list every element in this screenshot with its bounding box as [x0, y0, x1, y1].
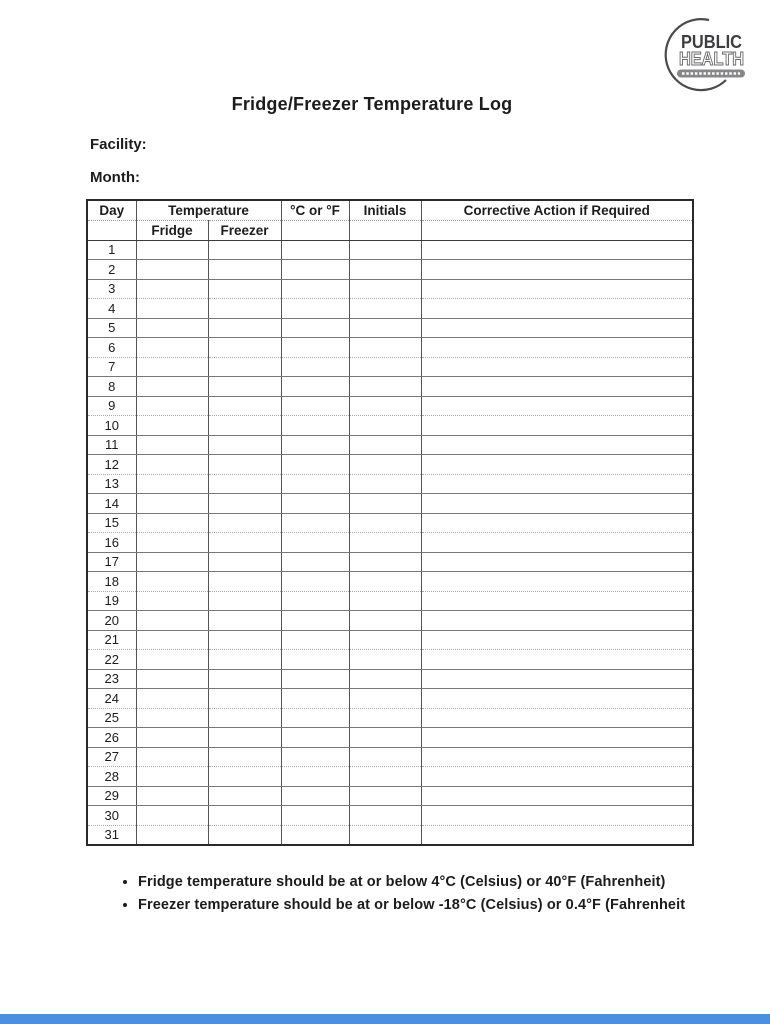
freezer-temp-input-cell[interactable] — [208, 650, 281, 670]
day-cell: 24 — [87, 689, 136, 709]
corrective-action-input-cell[interactable] — [421, 299, 693, 319]
unit-input-cell[interactable] — [281, 533, 349, 553]
freezer-temp-input-cell[interactable] — [208, 338, 281, 358]
col-subheader-blank — [87, 220, 136, 240]
freezer-temp-input-cell[interactable] — [208, 474, 281, 494]
freezer-temp-input-cell[interactable] — [208, 747, 281, 767]
day-cell: 20 — [87, 611, 136, 631]
freezer-temp-input-cell[interactable] — [208, 825, 281, 845]
temperature-guidelines — [118, 874, 718, 920]
day-cell: 18 — [87, 572, 136, 592]
freezer-temp-input-cell[interactable] — [208, 279, 281, 299]
initials-input-cell[interactable] — [349, 396, 421, 416]
unit-input-cell[interactable] — [281, 455, 349, 475]
public-health-logo — [656, 14, 750, 96]
page-title: Fridge/Freezer Temperature Log — [231, 94, 513, 114]
fridge-temp-input-cell[interactable] — [136, 533, 208, 553]
initials-input-cell[interactable] — [349, 552, 421, 572]
freezer-temp-input-cell[interactable] — [208, 260, 281, 280]
day-cell: 8 — [87, 377, 136, 397]
initials-input-cell[interactable] — [349, 474, 421, 494]
initials-input-cell[interactable] — [349, 357, 421, 377]
initials-input-cell[interactable] — [349, 767, 421, 787]
freezer-temp-input-cell[interactable] — [208, 806, 281, 826]
initials-input-cell[interactable] — [349, 435, 421, 455]
day-cell: 2 — [87, 260, 136, 280]
table-row — [87, 825, 693, 845]
table-row — [87, 455, 693, 475]
table-row — [87, 279, 693, 299]
table-row — [87, 552, 693, 572]
unit-input-cell[interactable] — [281, 435, 349, 455]
initials-input-cell[interactable] — [349, 708, 421, 728]
corrective-action-input-cell[interactable] — [421, 455, 693, 475]
freezer-temp-input-cell[interactable] — [208, 299, 281, 319]
fridge-temp-input-cell[interactable] — [136, 299, 208, 319]
unit-input-cell[interactable] — [281, 494, 349, 514]
table-row — [87, 708, 693, 728]
table-row — [87, 416, 693, 436]
corrective-action-input-cell[interactable] — [421, 494, 693, 514]
unit-input-cell[interactable] — [281, 279, 349, 299]
initials-input-cell[interactable] — [349, 240, 421, 260]
unit-input-cell[interactable] — [281, 728, 349, 748]
initials-input-cell[interactable] — [349, 513, 421, 533]
fridge-temp-input-cell[interactable] — [136, 708, 208, 728]
day-cell: 9 — [87, 396, 136, 416]
day-cell: 17 — [87, 552, 136, 572]
fridge-temp-input-cell[interactable] — [136, 825, 208, 845]
initials-input-cell[interactable] — [349, 825, 421, 845]
corrective-action-input-cell[interactable] — [421, 279, 693, 299]
header-row-1 — [87, 200, 693, 220]
col-header-corrective: Corrective Action if Required — [421, 200, 693, 220]
initials-input-cell[interactable] — [349, 260, 421, 280]
table-row — [87, 513, 693, 533]
day-cell: 4 — [87, 299, 136, 319]
table-row — [87, 494, 693, 514]
log-table-body — [87, 240, 693, 845]
fridge-temp-input-cell[interactable] — [136, 669, 208, 689]
fridge-temp-input-cell[interactable] — [136, 416, 208, 436]
freezer-temp-input-cell[interactable] — [208, 435, 281, 455]
freezer-temp-input-cell[interactable] — [208, 767, 281, 787]
fridge-guideline: • Fridge temperature should be at or below 4°C (Celsius) or 40°F (Fahrenheit) — [138, 874, 718, 890]
unit-input-cell[interactable] — [281, 689, 349, 709]
table-row — [87, 318, 693, 338]
fridge-temp-input-cell[interactable] — [136, 435, 208, 455]
freezer-temp-input-cell[interactable] — [208, 630, 281, 650]
corrective-action-input-cell[interactable] — [421, 338, 693, 358]
logo-text-health: HEALTH — [679, 49, 744, 69]
table-row — [87, 338, 693, 358]
freezer-temp-input-cell[interactable] — [208, 728, 281, 748]
fridge-temp-input-cell[interactable] — [136, 396, 208, 416]
unit-input-cell[interactable] — [281, 513, 349, 533]
fridge-temp-input-cell[interactable] — [136, 474, 208, 494]
corrective-action-input-cell[interactable] — [421, 630, 693, 650]
unit-input-cell[interactable] — [281, 377, 349, 397]
unit-input-cell[interactable] — [281, 474, 349, 494]
facility-label: Facility: — [90, 136, 147, 153]
col-subheader-freezer: Freezer — [208, 220, 281, 240]
table-row — [87, 474, 693, 494]
corrective-action-input-cell[interactable] — [421, 591, 693, 611]
fridge-temp-input-cell[interactable] — [136, 630, 208, 650]
fridge-temp-input-cell[interactable] — [136, 591, 208, 611]
fridge-temp-input-cell[interactable] — [136, 338, 208, 358]
fridge-temp-input-cell[interactable] — [136, 240, 208, 260]
logo-circle-icon — [656, 14, 750, 96]
fridge-temp-input-cell[interactable] — [136, 552, 208, 572]
corrective-action-input-cell[interactable] — [421, 728, 693, 748]
unit-input-cell[interactable] — [281, 552, 349, 572]
table-row — [87, 669, 693, 689]
fridge-temp-input-cell[interactable] — [136, 689, 208, 709]
unit-input-cell[interactable] — [281, 708, 349, 728]
freezer-temp-input-cell[interactable] — [208, 240, 281, 260]
day-cell: 3 — [87, 279, 136, 299]
corrective-action-input-cell[interactable] — [421, 669, 693, 689]
table-row — [87, 435, 693, 455]
table-row — [87, 611, 693, 631]
unit-input-cell[interactable] — [281, 747, 349, 767]
unit-input-cell[interactable] — [281, 591, 349, 611]
initials-input-cell[interactable] — [349, 650, 421, 670]
fridge-temp-input-cell[interactable] — [136, 279, 208, 299]
header-row-2 — [87, 220, 693, 240]
table-row — [87, 533, 693, 553]
day-cell: 10 — [87, 416, 136, 436]
fridge-temp-input-cell[interactable] — [136, 767, 208, 787]
day-cell: 21 — [87, 630, 136, 650]
corrective-action-input-cell[interactable] — [421, 552, 693, 572]
freezer-temp-input-cell[interactable] — [208, 591, 281, 611]
month-field — [90, 169, 148, 186]
col-header-unit: °C or °F — [281, 200, 349, 220]
corrective-action-input-cell[interactable] — [421, 396, 693, 416]
corrective-action-input-cell[interactable] — [421, 533, 693, 553]
logo-text-public: PUBLIC — [681, 32, 742, 52]
unit-input-cell[interactable] — [281, 240, 349, 260]
table-row — [87, 806, 693, 826]
table-row — [87, 591, 693, 611]
corrective-action-input-cell[interactable] — [421, 377, 693, 397]
col-subheader-fridge: Fridge — [136, 220, 208, 240]
unit-input-cell[interactable] — [281, 416, 349, 436]
initials-input-cell[interactable] — [349, 786, 421, 806]
freezer-guideline: • Freezer temperature should be at or below -18°C (Celsius) or 0.4°F (Fahrenheit — [138, 897, 718, 913]
table-row — [87, 572, 693, 592]
table-row — [87, 299, 693, 319]
day-cell: 12 — [87, 455, 136, 475]
initials-input-cell[interactable] — [349, 728, 421, 748]
day-cell: 23 — [87, 669, 136, 689]
freezer-temp-input-cell[interactable] — [208, 533, 281, 553]
initials-input-cell[interactable] — [349, 533, 421, 553]
corrective-action-input-cell[interactable] — [421, 513, 693, 533]
freezer-temp-input-cell[interactable] — [208, 689, 281, 709]
initials-input-cell[interactable] — [349, 455, 421, 475]
freezer-temp-input-cell[interactable] — [208, 708, 281, 728]
day-cell: 27 — [87, 747, 136, 767]
unit-input-cell[interactable] — [281, 357, 349, 377]
corrective-action-input-cell[interactable] — [421, 689, 693, 709]
table-row — [87, 786, 693, 806]
day-cell: 14 — [87, 494, 136, 514]
facility-field — [90, 136, 155, 153]
unit-input-cell[interactable] — [281, 318, 349, 338]
fridge-temp-input-cell[interactable] — [136, 377, 208, 397]
unit-input-cell[interactable] — [281, 825, 349, 845]
fridge-temp-input-cell[interactable] — [136, 494, 208, 514]
fridge-temp-input-cell[interactable] — [136, 455, 208, 475]
day-cell: 26 — [87, 728, 136, 748]
corrective-action-input-cell[interactable] — [421, 747, 693, 767]
day-cell: 13 — [87, 474, 136, 494]
table-row — [87, 377, 693, 397]
unit-input-cell[interactable] — [281, 650, 349, 670]
fridge-temp-input-cell[interactable] — [136, 728, 208, 748]
corrective-action-input-cell[interactable] — [421, 318, 693, 338]
corrective-action-input-cell[interactable] — [421, 357, 693, 377]
corrective-action-input-cell[interactable] — [421, 572, 693, 592]
day-cell: 25 — [87, 708, 136, 728]
initials-input-cell[interactable] — [349, 299, 421, 319]
day-cell: 5 — [87, 318, 136, 338]
col-header-day: Day — [87, 200, 136, 220]
initials-input-cell[interactable] — [349, 689, 421, 709]
freezer-temp-input-cell[interactable] — [208, 357, 281, 377]
table-row — [87, 630, 693, 650]
freezer-temp-input-cell[interactable] — [208, 786, 281, 806]
freezer-temp-input-cell[interactable] — [208, 552, 281, 572]
unit-input-cell[interactable] — [281, 630, 349, 650]
unit-input-cell[interactable] — [281, 260, 349, 280]
table-row — [87, 357, 693, 377]
table-row — [87, 650, 693, 670]
unit-input-cell[interactable] — [281, 806, 349, 826]
col-subheader-blank — [281, 220, 349, 240]
freezer-temp-input-cell[interactable] — [208, 396, 281, 416]
bottom-accent-bar — [0, 1014, 770, 1024]
freezer-temp-input-cell[interactable] — [208, 513, 281, 533]
day-cell: 30 — [87, 806, 136, 826]
corrective-action-input-cell[interactable] — [421, 767, 693, 787]
initials-input-cell[interactable] — [349, 630, 421, 650]
fridge-temp-input-cell[interactable] — [136, 747, 208, 767]
unit-input-cell[interactable] — [281, 611, 349, 631]
freezer-temp-input-cell[interactable] — [208, 611, 281, 631]
day-cell: 28 — [87, 767, 136, 787]
corrective-action-input-cell[interactable] — [421, 611, 693, 631]
day-cell: 15 — [87, 513, 136, 533]
corrective-action-input-cell[interactable] — [421, 806, 693, 826]
table-row — [87, 728, 693, 748]
day-cell: 22 — [87, 650, 136, 670]
col-header-temperature: Temperature — [136, 200, 281, 220]
freezer-temp-input-cell[interactable] — [208, 377, 281, 397]
initials-input-cell[interactable] — [349, 279, 421, 299]
day-cell: 31 — [87, 825, 136, 845]
initials-input-cell[interactable] — [349, 494, 421, 514]
freezer-temp-input-cell[interactable] — [208, 455, 281, 475]
fridge-temp-input-cell[interactable] — [136, 260, 208, 280]
day-cell: 1 — [87, 240, 136, 260]
corrective-action-input-cell[interactable] — [421, 416, 693, 436]
fridge-temp-input-cell[interactable] — [136, 513, 208, 533]
day-cell: 16 — [87, 533, 136, 553]
table-row — [87, 767, 693, 787]
unit-input-cell[interactable] — [281, 669, 349, 689]
initials-input-cell[interactable] — [349, 591, 421, 611]
freezer-temp-input-cell[interactable] — [208, 494, 281, 514]
fridge-temp-input-cell[interactable] — [136, 650, 208, 670]
unit-input-cell[interactable] — [281, 396, 349, 416]
freezer-temp-input-cell[interactable] — [208, 572, 281, 592]
table-row — [87, 396, 693, 416]
col-subheader-blank — [421, 220, 693, 240]
fridge-temp-input-cell[interactable] — [136, 611, 208, 631]
table-row — [87, 260, 693, 280]
corrective-action-input-cell[interactable] — [421, 260, 693, 280]
initials-input-cell[interactable] — [349, 377, 421, 397]
table-row — [87, 689, 693, 709]
initials-input-cell[interactable] — [349, 747, 421, 767]
corrective-action-input-cell[interactable] — [421, 786, 693, 806]
corrective-action-input-cell[interactable] — [421, 435, 693, 455]
initials-input-cell[interactable] — [349, 572, 421, 592]
freezer-temp-input-cell[interactable] — [208, 669, 281, 689]
table-row — [87, 240, 693, 260]
fridge-temp-input-cell[interactable] — [136, 357, 208, 377]
day-cell: 29 — [87, 786, 136, 806]
fridge-temp-input-cell[interactable] — [136, 318, 208, 338]
corrective-action-input-cell[interactable] — [421, 650, 693, 670]
freezer-temp-input-cell[interactable] — [208, 318, 281, 338]
freezer-temp-input-cell[interactable] — [208, 416, 281, 436]
day-cell: 19 — [87, 591, 136, 611]
fridge-temp-input-cell[interactable] — [136, 806, 208, 826]
day-cell: 11 — [87, 435, 136, 455]
unit-input-cell[interactable] — [281, 572, 349, 592]
month-label: Month: — [90, 169, 140, 186]
initials-input-cell[interactable] — [349, 416, 421, 436]
day-cell: 7 — [87, 357, 136, 377]
initials-input-cell[interactable] — [349, 669, 421, 689]
corrective-action-input-cell[interactable] — [421, 474, 693, 494]
initials-input-cell[interactable] — [349, 338, 421, 358]
col-header-initials: Initials — [349, 200, 421, 220]
col-subheader-blank — [349, 220, 421, 240]
temperature-log-table — [86, 199, 694, 846]
initials-input-cell[interactable] — [349, 611, 421, 631]
initials-input-cell[interactable] — [349, 318, 421, 338]
fridge-temp-input-cell[interactable] — [136, 572, 208, 592]
day-cell: 6 — [87, 338, 136, 358]
initials-input-cell[interactable] — [349, 806, 421, 826]
unit-input-cell[interactable] — [281, 338, 349, 358]
unit-input-cell[interactable] — [281, 786, 349, 806]
corrective-action-input-cell[interactable] — [421, 708, 693, 728]
unit-input-cell[interactable] — [281, 767, 349, 787]
unit-input-cell[interactable] — [281, 299, 349, 319]
fridge-temp-input-cell[interactable] — [136, 786, 208, 806]
table-row — [87, 747, 693, 767]
corrective-action-input-cell[interactable] — [421, 240, 693, 260]
corrective-action-input-cell[interactable] — [421, 825, 693, 845]
